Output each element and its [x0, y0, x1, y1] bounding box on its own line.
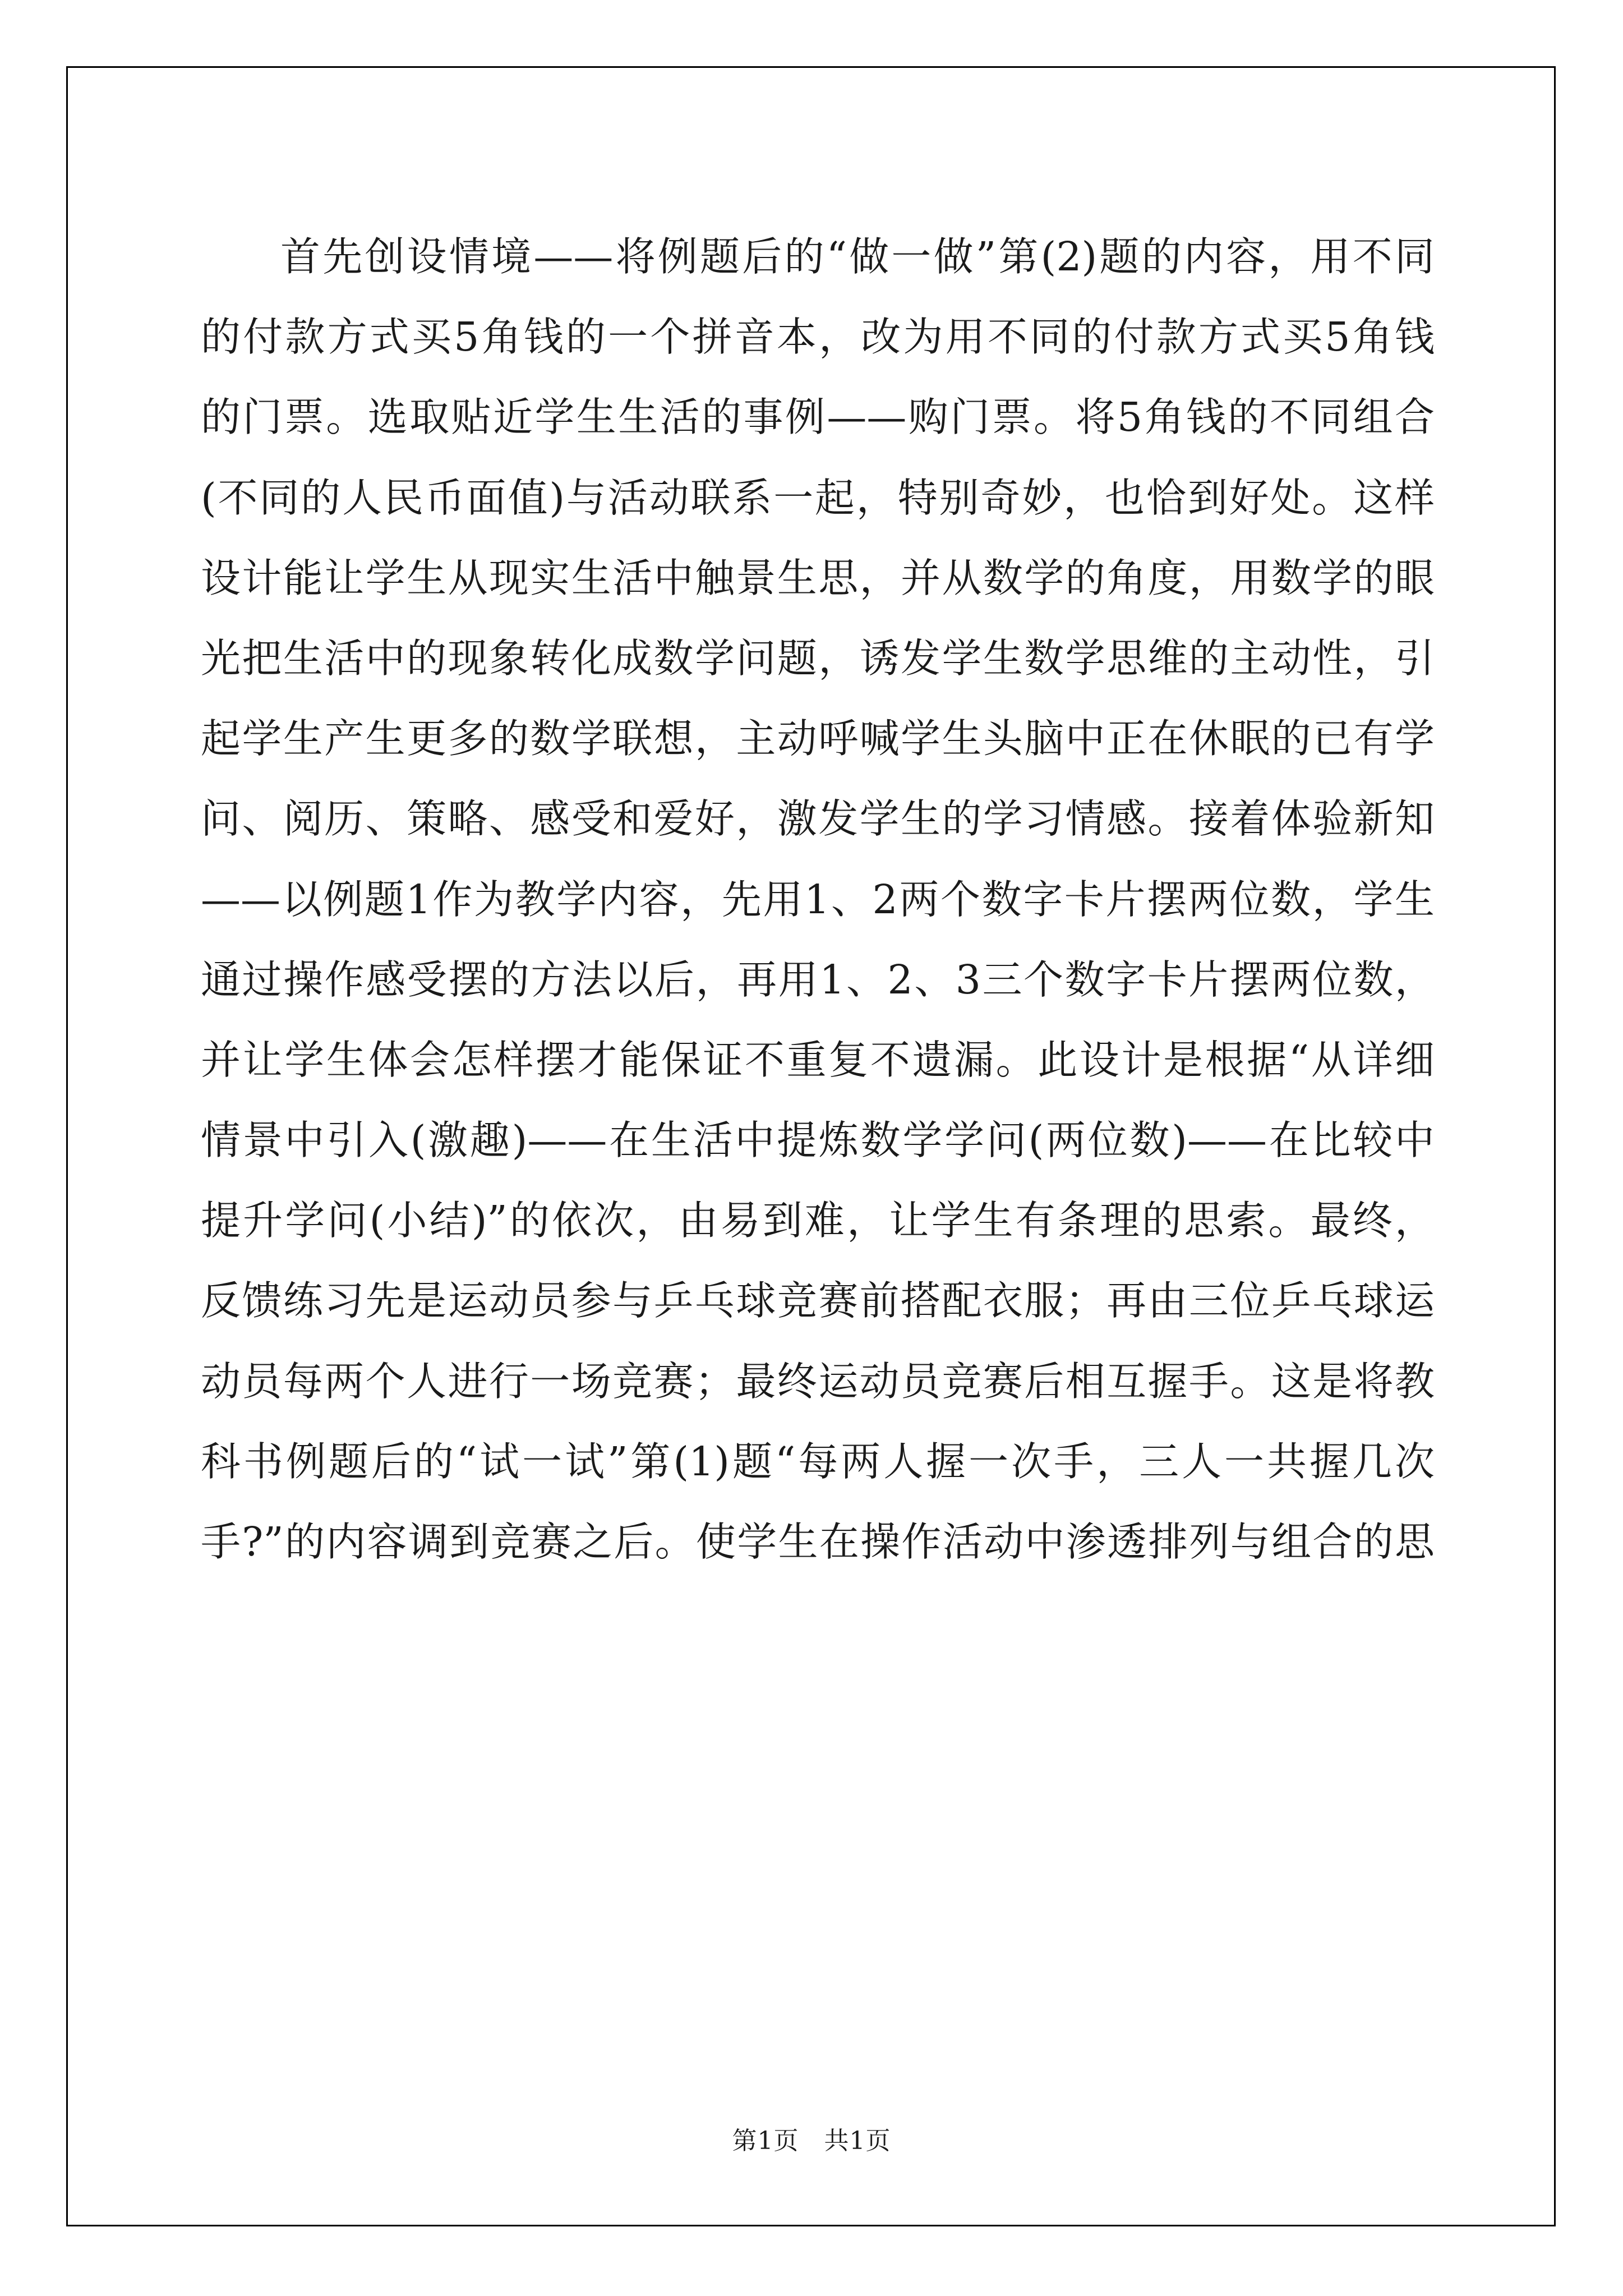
text-line: 并让学生体会怎样摆才能保证不重复不遗漏。此设计是根据“从详细: [201, 1036, 1435, 1083]
text-line: 情景中引入(激趣)——在生活中提炼数学学问(两位数)——在比较中: [201, 1117, 1435, 1164]
text-line: 起学生产生更多的数学联想，主动呼喊学生头脑中正在休眠的已有学: [201, 715, 1435, 762]
text-line: 设计能让学生从现实生活中触景生思，并从数学的角度，用数学的眼: [201, 554, 1435, 601]
document-body: [201, 217, 1435, 1582]
text-line: 通过操作感受摆的方法以后，再用1、2、3三个数字卡片摆两位数，: [201, 956, 1435, 1003]
page-number: 第1页 共1页: [732, 2127, 891, 2155]
text-line: ——以例题1作为教学内容，先用1、2两个数字卡片摆两位数，学生: [201, 876, 1435, 923]
text-line: 科书例题后的“试一试”第(1)题“每两人握一次手，三人一共握几次: [201, 1438, 1435, 1485]
text-line: 的门票。选取贴近学生生活的事例——购门票。将5角钱的不同组合: [201, 394, 1435, 441]
text-line: 动员每两个人进行一场竞赛；最终运动员竞赛后相互握手。这是将教: [201, 1358, 1435, 1405]
text-line: 手?”的内容调到竞赛之后。使学生在操作活动中渗透排列与组合的思: [201, 1519, 1435, 1565]
text-line: 问、阅历、策略、感受和爱好，激发学生的学习情感。接着体验新知: [201, 795, 1435, 843]
text-line: 提升学问(小结)”的依次，由易到难，让学生有条理的思索。最终，: [201, 1197, 1435, 1244]
text-line: 的付款方式买5角钱的一个拼音本，改为用不同的付款方式买5角钱: [201, 314, 1435, 361]
text-line: 光把生活中的现象转化成数学问题，诱发学生数学思维的主动性，引: [201, 634, 1435, 682]
text-line: 反馈练习先是运动员参与乒乓球竞赛前搭配衣服；再由三位乒乓球运: [201, 1277, 1435, 1324]
text-line: 首先创设情境——将例题后的“做一做”第(2)题的内容，用不同: [280, 233, 1435, 280]
page-footer: [0, 2120, 1623, 2156]
text-line: (不同的人民币面值)与活动联系一起，特别奇妙，也恰到好处。这样: [201, 474, 1435, 521]
